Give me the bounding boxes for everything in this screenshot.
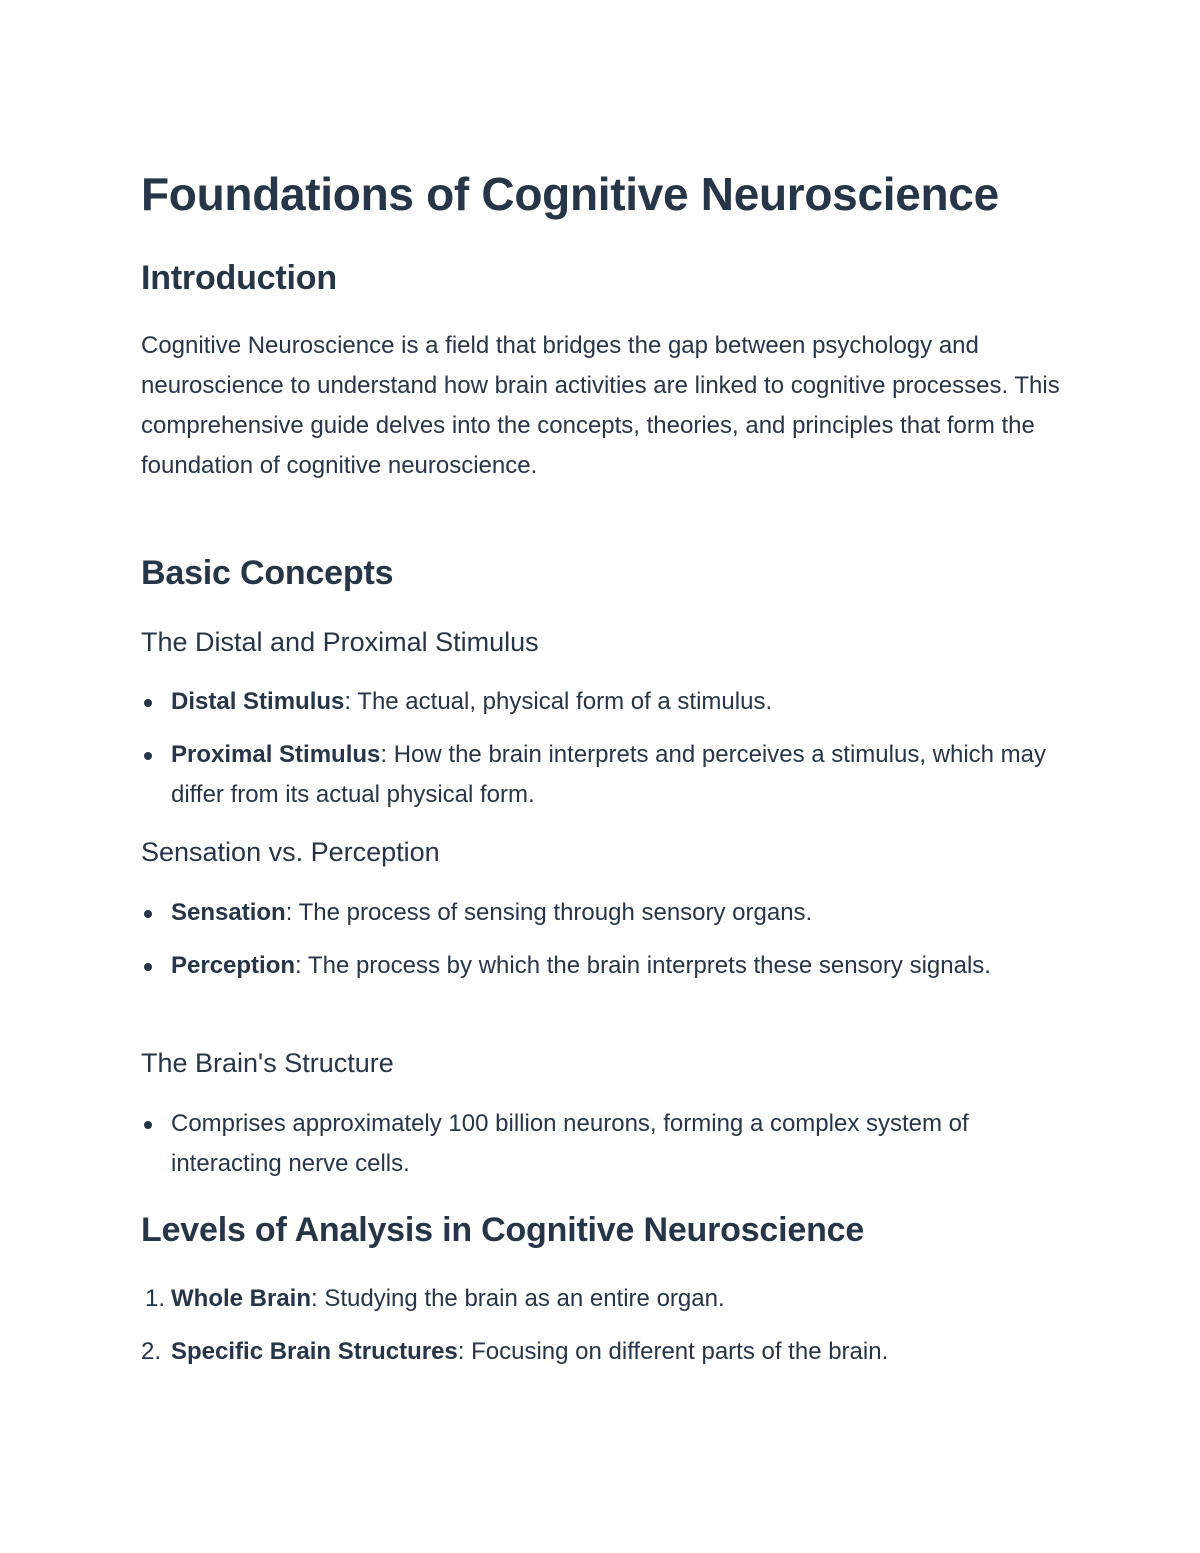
list-item-term: Perception <box>171 952 296 979</box>
subheading-sensation: Sensation vs. Perception <box>141 837 440 867</box>
list-item <box>141 682 1071 722</box>
list-item <box>141 893 1071 933</box>
list-item-desc: : The actual, physical form of a stimulus. <box>344 688 773 715</box>
section-heading-introduction: Introduction <box>141 259 337 297</box>
list-item-term: Specific Brain Structures <box>171 1338 458 1365</box>
list-item-term: Sensation <box>171 899 286 926</box>
list-item-text: Comprises approximately 100 billion neurons, forming a complex system of interacting nerve cells. <box>171 1110 969 1177</box>
list-item-term: Whole Brain <box>171 1285 312 1312</box>
structure-list <box>141 1104 1071 1197</box>
page-title: Foundations of Cognitive Neuroscience <box>141 168 999 220</box>
list-item-desc: : How the brain interprets and perceives a stimulus, which may differ from its actual physical form. <box>171 741 1047 808</box>
levels-list <box>141 1279 1071 1385</box>
list-item-number: 1. <box>145 1285 166 1312</box>
stimulus-list <box>141 682 1071 828</box>
introduction-paragraph: Cognitive Neuroscience is a field that bridges the gap between psychology and neuroscience to understand how brain activities are linked to cognitive processes. This comprehensive guide delves into the concepts, theories, and principles that form the foundation of cognitive neuroscience. <box>141 332 1060 479</box>
list-item <box>141 735 1071 815</box>
section-heading-basic-concepts: Basic Concepts <box>141 554 394 592</box>
list-item-desc: : The process by which the brain interprets these sensory signals. <box>295 952 991 979</box>
section-heading-levels: Levels of Analysis in Cognitive Neuroscience <box>141 1211 865 1249</box>
list-item-term: Distal Stimulus <box>171 688 345 715</box>
list-item <box>141 946 1071 986</box>
list-item <box>141 1104 1071 1184</box>
list-item-desc: : Studying the brain as an entire organ. <box>311 1285 725 1312</box>
subheading-brain-structure: The Brain's Structure <box>141 1048 394 1078</box>
list-item-number: 2. <box>141 1338 162 1365</box>
list-item <box>141 1332 1071 1372</box>
sensation-list <box>141 893 1071 999</box>
list-item <box>141 1279 1071 1319</box>
list-item-term: Proximal Stimulus <box>171 741 381 768</box>
list-item-desc: : Focusing on different parts of the brain. <box>457 1338 889 1365</box>
subheading-stimulus: The Distal and Proximal Stimulus <box>141 627 539 657</box>
list-item-desc: : The process of sensing through sensory organs. <box>285 899 813 926</box>
